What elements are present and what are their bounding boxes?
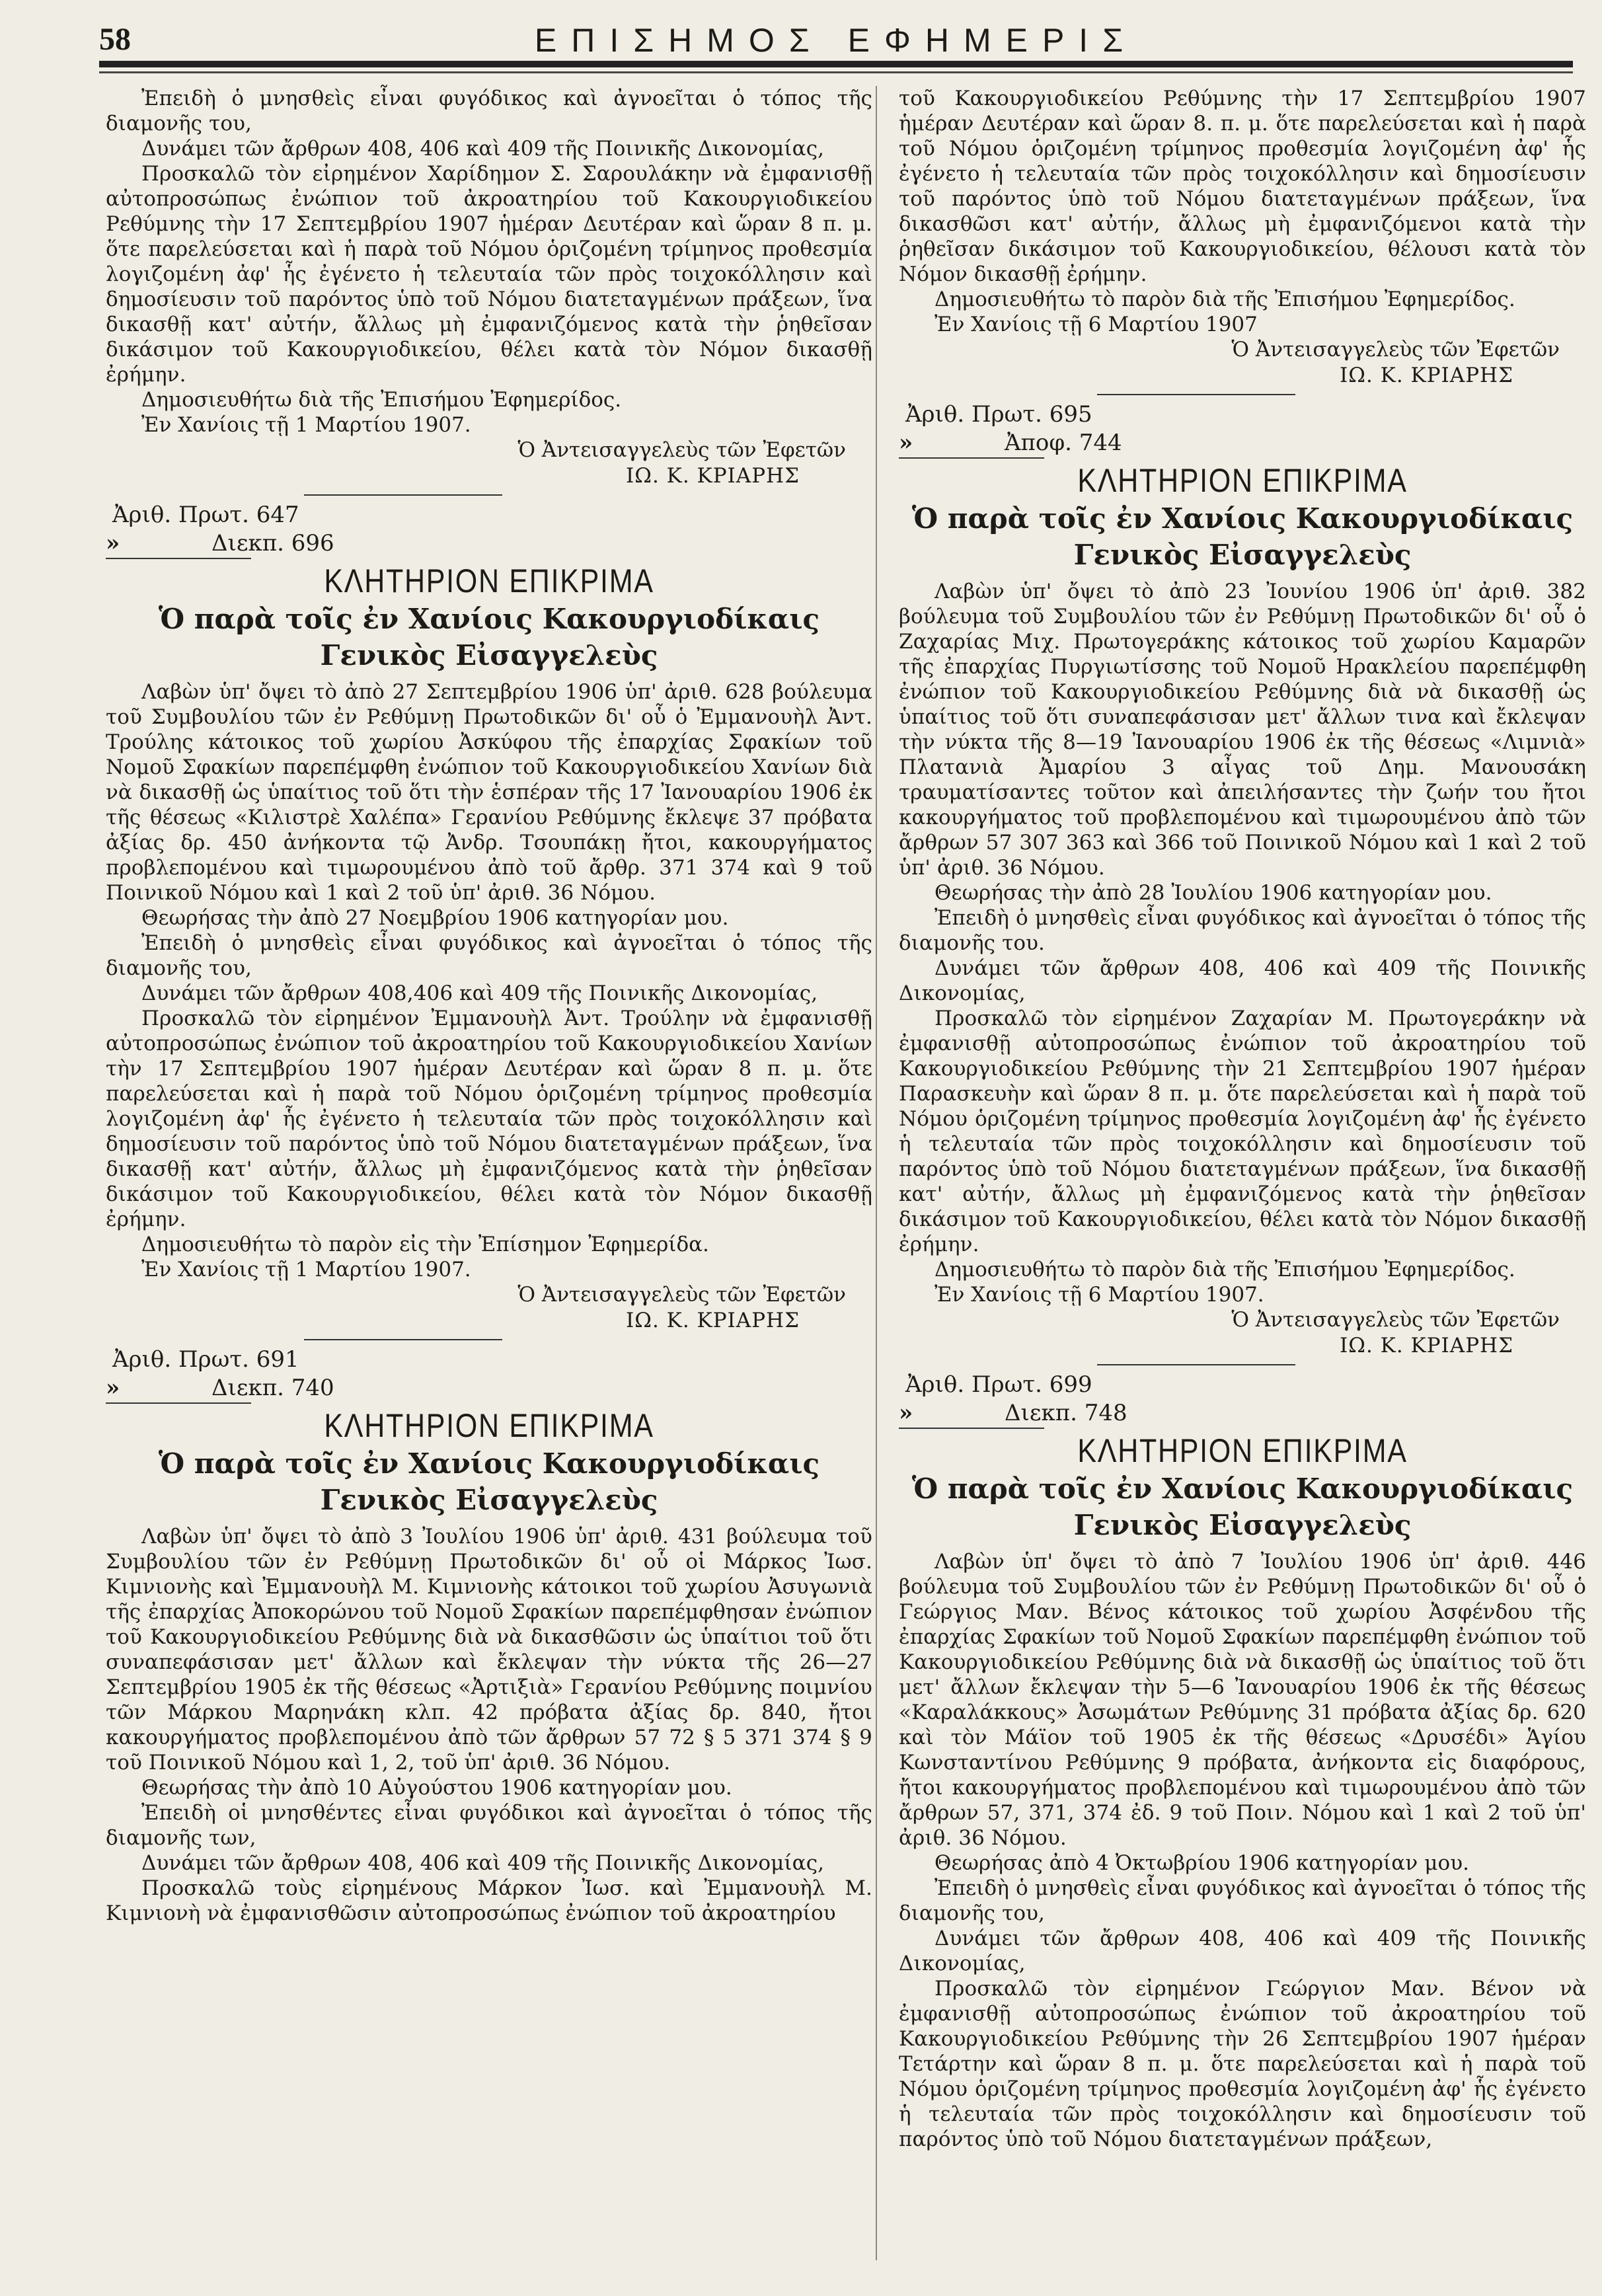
notice-subtitle-2: Γενικὸς Εἰσαγγελεὺς	[320, 639, 658, 671]
header-rule-thin	[99, 71, 1573, 73]
dispatch-line	[899, 428, 1586, 457]
separator-rule	[1097, 394, 1295, 395]
paragraph: Προσκαλῶ τοὺς εἰρημένους Μάρκον Ἰωσ. καὶ Ἐμμανουὴλ Μ. Κιμνιονὴ νὰ ἐμφανισθῶσιν αὐτοπροσώπως ἐνώπιον τοῦ ἀκροατηρίου	[106, 1876, 872, 1925]
place-date: Ἐν Χανίοις τῇ 1 Μαρτίου 1907.	[141, 1258, 471, 1282]
notice-699	[899, 1371, 1586, 2152]
notice-subtitle-2: Γενικὸς Εἰσαγγελεὺς	[320, 1484, 658, 1516]
separator-rule	[304, 1339, 502, 1340]
signature-title: Ὁ Ἀντεισαγγελεὺς τῶν Ἐφετῶν	[517, 438, 846, 462]
notice-subtitle: Ὁ παρὰ τοῖς ἐν Χανίοις Κακουργιοδίκαις	[158, 1447, 820, 1480]
protocol-number: Ἀριθ. Πρωτ. 691	[112, 1346, 299, 1373]
publish-line: Δημοσιευθήτω τὸ παρὸν εἰς τὴν Ἐπίσημον Ἐφημερίδα.	[141, 1233, 709, 1256]
separator-rule	[106, 1402, 251, 1404]
left-column	[106, 86, 872, 1926]
protocol-number: Ἀριθ. Πρωτ. 695	[905, 401, 1092, 428]
notice-691	[106, 1346, 872, 1926]
publish-line: Δημοσιευθήτω διὰ τῆς Ἐπισήμου Ἐφημερίδος.	[141, 388, 622, 412]
paragraph: Ἐπειδὴ ὁ μνησθεὶς εἶναι φυγόδικος καὶ ἀγνοεῖται ὁ τόπος τῆς διαμονῆς του,	[106, 931, 872, 980]
paragraph: Ἐπειδὴ οἱ μνησθέντες εἶναι φυγόδικοι καὶ ἀγνοεῖται ὁ τόπος τῆς διαμονῆς των,	[106, 1801, 872, 1850]
dispatch-number: Διεκπ. 740	[211, 1375, 334, 1401]
column-divider	[876, 86, 877, 2260]
running-title: ΕΠΙΣΗΜΟΣ ΕΦΗΜΕΡΙΣ	[534, 22, 1138, 59]
notice-subtitle: Ὁ παρὰ τοῖς ἐν Χανίοις Κακουργιοδίκαις	[911, 502, 1574, 535]
paragraph: Προσκαλῶ τὸν εἰρημένον Γεώργιον Μαν. Βένον νὰ ἐμφανισθῇ αὐτοπροσώπως ἐνώπιον τοῦ ἀκροατηρίου τοῦ Κακουργιοδικείου Ρεθύμνης τὴν 26 Σεπτεμβρίου 1907 ἡμέραν Τετάρτην καὶ ὥραν 8 π. μ. ὅτε παρελεύσεται καὶ ἡ παρὰ τοῦ Νόμου ὁριζομένη τρίμηνος προθεσμία λογιζομένη ἀφ' ἧς ἐγένετο ἡ τελευταία τῶν πρὸς τοιχοκόλλησιν καὶ δημοσίευσιν τοῦ παρόντος ὑπὸ τοῦ Νόμου διατεταγμένων πράξεων,	[899, 1977, 1586, 2151]
separator-rule	[899, 1428, 1044, 1429]
place-date: Ἐν Χανίοις τῇ 1 Μαρτίου 1907.	[141, 413, 471, 437]
dispatch-number: Διεκπ. 748	[1005, 1400, 1127, 1426]
paragraph: Δυνάμει τῶν ἄρθρων 408, 406 καὶ 409 τῆς Ποινικῆς Δικονομίας,	[899, 956, 1586, 1005]
page-number: 58	[99, 22, 131, 57]
dispatch-line	[106, 1373, 872, 1402]
paragraph: Λαβὼν ὑπ' ὄψει τὸ ἀπὸ 23 Ἰουνίου 1906 ὑπ' ἀριθ. 382 βούλευμα τοῦ Συμβουλίου τῶν ἐν Ρεθύμνῃ Πρωτοδικῶν δι' οὗ ὁ Ζαχαρίας Μιχ. Πρωτογεράκης κάτοικος τοῦ χωρίου Καμαρῶν τῆς ἐπαρχίας Πυργιωτίσσης τοῦ Νομοῦ Ηρακλείου παρεπέμφθη ἐνώπιον τοῦ Κακουργιοδικείου Ρεθύμνης διὰ νὰ δικασθῇ ὡς ὑπαίτιος τοῦ ὅτι συναπεφάσισαν μετ' ἄλλων τινα καὶ ἔκλεψαν τὴν νύκτα τῆς 8—19 Ἰανουαρίου 1906 ἐκ τῆς θέσεως «Λιμνιὰ» Πλατανιὰ Ἀμαρίου 3 αἶγας τοῦ Δημ. Μανουσάκη τραυματίσαντες τοῦτον καὶ ἀπειλήσαντες τὴν ζωήν του ἤτοι κακουργήματος τοῦ προβλεπομένου καὶ τιμωρουμένου ἀπὸ τῶν ἄρθρων 57 307 363 καὶ 366 τοῦ Ποινικοῦ Νόμου καὶ 1 καὶ 2 τοῦ ὑπ' ἀριθ. 36 Νόμου.	[899, 580, 1586, 880]
paragraph: Θεωρήσας τὴν ἀπὸ 28 Ἰουλίου 1906 κατηγορίαν μου.	[934, 881, 1492, 905]
notice-695	[899, 401, 1586, 1365]
notice-subtitle: Ὁ παρὰ τοῖς ἐν Χανίοις Κακουργιοδίκαις	[911, 1473, 1574, 1505]
ditto-mark: »	[106, 530, 120, 556]
notice-subtitle: Ὁ παρὰ τοῖς ἐν Χανίοις Κακουργιοδίκαις	[158, 603, 820, 635]
paragraph: Δυνάμει τῶν ἄρθρων 408, 406 καὶ 409 τῆς Ποινικῆς Δικονομίας,	[141, 137, 825, 161]
signature-name: ΙΩ. Κ. ΚΡΙΑΡΗΣ	[1340, 1334, 1513, 1358]
paragraph: Ἐπειδὴ ὁ μνησθεὶς εἶναι φυγόδικος καὶ ἀγνοεῖται ὁ τόπος τῆς διαμονῆς του,	[899, 1876, 1586, 1925]
notice-title: ΚΛΗΤΗΡΙΟΝ ΕΠΙΚΡΙΜΑ	[1077, 462, 1408, 499]
header-rule-thick	[99, 61, 1573, 67]
paragraph: Δυνάμει τῶν ἄρθρων 408,406 καὶ 409 τῆς Ποινικῆς Δικονομίας,	[141, 981, 818, 1005]
signature-title: Ὁ Ἀντεισαγγελεὺς τῶν Ἐφετῶν	[517, 1283, 846, 1307]
ditto-mark: »	[899, 430, 913, 456]
signature-title: Ὁ Ἀντεισαγγελεὺς τῶν Ἐφετῶν	[1231, 338, 1560, 362]
signature-title: Ὁ Ἀντεισαγγελεὺς τῶν Ἐφετῶν	[1231, 1308, 1560, 1332]
notice-title: ΚΛΗΤΗΡΙΟΝ ΕΠΙΚΡΙΜΑ	[324, 562, 654, 599]
signature-name: ΙΩ. Κ. ΚΡΙΑΡΗΣ	[626, 1309, 800, 1332]
paragraph: Λαβὼν ὑπ' ὄψει τὸ ἀπὸ 27 Σεπτεμβρίου 1906 ὑπ' ἀριθ. 628 βούλευμα τοῦ Συμβουλίου τῶν ἐν Ρεθύμνῃ Πρωτοδικῶν δι' οὗ ὁ Ἐμμανουὴλ Ἀντ. Τρούλης κάτοικος τοῦ χωρίου Ἀσκύφου τῆς ἐπαρχίας Σφακίων τοῦ Νομοῦ Σφακίων παρεπέμφθη ἐνώπιον τοῦ Κακουργιοδικείου Χανίων διὰ νὰ δικασθῇ ὡς ὑπαίτιος τοῦ ὅτι τὴν ἑσπέραν τῆς 17 Ἰανουαρίου 1906 ἐκ τῆς θέσεως «Κιλιστρὲ Χαλέπα» Γερανίου Ρεθύμνης ἔκλεψε 37 πρόβατα ἀξίας δρ. 450 ἀνήκοντα τῷ Ἀνδρ. Τσουπάκῃ ἤτοι, κακουργήματος προβλεπομένου καὶ τιμωρουμένου ἀπὸ τοῦ ἄρθρ. 371 374 καὶ 9 τοῦ Ποινικοῦ Νόμου καὶ 1 καὶ 2 τοῦ ὑπ' ἀριθ. 36 Νόμου.	[106, 680, 872, 905]
paragraph: Θεωρήσας τὴν ἀπὸ 10 Αὐγούστου 1906 κατηγορίαν μου.	[141, 1776, 732, 1800]
paragraph: Δυνάμει τῶν ἄρθρων 408, 406 καὶ 409 τῆς Ποινικῆς Δικονομίας,	[141, 1851, 825, 1875]
dispatch-line	[106, 529, 872, 558]
signature-name: ΙΩ. Κ. ΚΡΙΑΡΗΣ	[626, 464, 800, 488]
separator-rule	[899, 457, 1044, 459]
paragraph: Θεωρήσας τὴν ἀπὸ 27 Νοεμβρίου 1906 κατηγορίαν μου.	[141, 906, 729, 930]
notice-subtitle-2: Γενικὸς Εἰσαγγελεὺς	[1073, 539, 1412, 571]
dispatch-number: Διεκπ. 696	[211, 530, 334, 556]
paragraph: Ἐπειδὴ ὁ μνησθεὶς εἶναι φυγόδικος καὶ ἀγνοεῖται ὁ τόπος τῆς διαμονῆς του.	[899, 906, 1586, 955]
paragraph: τοῦ Κακουργιοδικείου Ρεθύμνης τὴν 17 Σεπτεμβρίου 1907 ἡμέραν Δευτέραν καὶ ὥραν 8. π. μ. ὅτε παρελεύσεται καὶ ἡ παρὰ τοῦ Νόμου ὁριζομένη τρίμηνος προθεσμία λογιζομένη ἀφ' ἧς ἐγένετο ἡ τελευταία τῶν πρὸς τοιχοκόλλησιν καὶ δημοσίευσιν τοῦ παρόντος ὑπὸ τοῦ Νόμου διατεταγμένων πράξεων, ἵνα δικασθῶσι κατ' αὐτήν, ἄλλως μὴ ἐμφανιζόμενοι κατὰ τὴν ῥηθεῖσαν δικάσιμον τοῦ Κακουργιοδικείου, θέλουσι κατὰ τὸν Νόμον δικασθῇ ἐρήμην.	[899, 87, 1586, 286]
signature-name: ΙΩ. Κ. ΚΡΙΑΡΗΣ	[1340, 364, 1513, 387]
protocol-number: Ἀριθ. Πρωτ. 647	[112, 502, 299, 528]
notice-647	[106, 501, 872, 1340]
paragraph: Λαβὼν ὑπ' ὄψει τὸ ἀπὸ 7 Ἰουλίου 1906 ὑπ' ἀριθ. 446 βούλευμα τοῦ Συμβουλίου τῶν ἐν Ρεθύμνῃ Πρωτοδικῶν δι' οὗ ὁ Γεώργιος Μαν. Βένος κάτοικος τοῦ χωρίου Ἀσφένδου τῆς ἐπαρχίας Σφακίων τοῦ Νομοῦ Σφακίων παρεπέμφθη ἐνώπιον τοῦ Κακουργιοδικείου Ρεθύμνης διὰ νὰ δικασθῇ ὡς ὑπαίτιος τοῦ ὅτι μετ' ἄλλων ἔκλεψαν τὴν 5—6 Ἰανουαρίου 1906 ἐκ τῆς θέσεως «Καραλάκκους» Ἀσωμάτων Ρεθύμνης 31 πρόβατα ἀξίας δρ. 620 καὶ τὸν Μάϊον τοῦ 1905 ἐκ τῆς θέσεως «Δρυσέδι» Ἁγίου Κωνσταντίνου Ρεθύμνης 9 πρόβατα, ἀνήκοντα εἰς διαφόρους, ἤτοι κακουργήματος προβλεπομένου καὶ τιμωρουμένου ἀπὸ τῶν ἄρθρων 57, 371, 374 ἐδ. 9 τοῦ Ποιν. Νόμου καὶ 1 καὶ 2 τοῦ ὑπ' ἀριθ. 36 Νόμου.	[899, 1550, 1586, 1850]
paragraph: Προσκαλῶ τὸν εἰρημένον Ἐμμανουὴλ Ἀντ. Τρούλην νὰ ἐμφανισθῇ αὐτοπροσώπως ἐνώπιον τοῦ ἀκροατηρίου τοῦ Κακουργιοδικείου Χανίων τὴν 17 Σεπτεμβρίου 1907 ἡμέραν Δευτέραν καὶ ὥραν 8 π. μ. ὅτε παρελεύσεται καὶ ἡ παρὰ τοῦ Νόμου ὁριζομένη τρίμηνος προθεσμία λογιζομένη ἀφ' ἧς ἐγένετο ἡ τελευταία τῶν πρὸς τοιχοκόλλησιν καὶ δημοσίευσιν τοῦ παρόντος ὑπὸ τοῦ Νόμου διατεταγμένων πράξεων, ἵνα δικασθῇ κατ' αὐτήν, ἄλλως μὴ ἐμφανιζόμενος κατὰ τὴν ῥηθεῖσαν δικάσιμον τοῦ Κακουργιοδικείου, θέλει κατὰ τὸν Νόμον δικασθῇ ἐρήμην.	[106, 1007, 872, 1231]
separator-rule	[1097, 1364, 1295, 1365]
publish-line: Δημοσιευθήτω τὸ παρὸν διὰ τῆς Ἐπισήμου Ἐφημερίδος.	[934, 287, 1515, 311]
dispatch-line	[899, 1398, 1586, 1428]
paragraph: Προσκαλῶ τὸν εἰρημένον Χαρίδημον Σ. Σαρουλάκην νὰ ἐμφανισθῇ αὐτοπροσώπως ἐνώπιον τοῦ ἀκροατηρίου τοῦ Κακουργιοδικείου Ρεθύμνης τὴν 17 Σεπτεμβρίου 1907 ἡμέραν Δευτέραν καὶ ὥραν 8 π. μ. ὅτε παρελεύσεται καὶ ἡ παρὰ τοῦ Νόμου ὁριζομένη τρίμηνος προθεσμία λογιζομένη ἀφ' ἧς ἐγένετο ἡ τελευταία τῶν πρὸς τοιχοκόλλησιν καὶ δημοσίευσιν τοῦ παρόντος ὑπὸ τοῦ Νόμου διατεταγμένων πράξεων, ἵνα δικασθῇ κατ' αὐτήν, ἄλλως μὴ ἐμφανιζόμενος κατὰ τὴν ῥηθεῖσαν δικάσιμον τοῦ Κακουργιοδικείου, θέλει κατὰ τὸν Νόμον δικασθῇ ἐρήμην.	[106, 162, 872, 387]
notice-subtitle-2: Γενικὸς Εἰσαγγελεὺς	[1073, 1509, 1412, 1541]
paragraph: Ἐπειδὴ ὁ μνησθεὶς εἶναι φυγόδικος καὶ ἀγνοεῖται ὁ τόπος τῆς διαμονῆς του,	[106, 87, 872, 135]
publish-line: Δημοσιευθήτω τὸ παρὸν διὰ τῆς Ἐπισήμου Ἐφημερίδος.	[934, 1258, 1515, 1282]
separator-rule	[106, 558, 251, 559]
separator-rule	[304, 494, 502, 496]
paragraph: Θεωρήσας ἀπὸ 4 Ὀκτωβρίου 1906 κατηγορίαν μου.	[934, 1851, 1470, 1875]
place-date: Ἐν Χανίοις τῇ 6 Μαρτίου 1907	[934, 313, 1258, 336]
page-header	[99, 15, 1573, 67]
notice-title: ΚΛΗΤΗΡΙΟΝ ΕΠΙΚΡΙΜΑ	[1077, 1432, 1408, 1469]
paragraph: Προσκαλῶ τὸν εἰρημένον Ζαχαρίαν Μ. Πρωτογεράκην νὰ ἐμφανισθῇ αὐτοπροσώπως ἐνώπιον τοῦ ἀκροατηρίου τοῦ Κακουργιοδικείου Ρεθύμνης τὴν 21 Σεπτεμβρίου 1907 ἡμέραν Παρασκευὴν καὶ ὥραν 8 π. μ. ὅτε παρελεύσεται καὶ ἡ παρὰ τοῦ Νόμου ὁριζομένη τρίμηνος προθεσμία λογιζομένη ἀφ' ἧς ἐγένετο ἡ τελευταία τῶν πρὸς τοιχοκόλλησιν καὶ δημοσίευσιν τοῦ παρόντος ὑπὸ τοῦ Νόμου διατεταγμένων πράξεων, ἵνα δικασθῇ κατ' αὐτήν, ἄλλως μὴ ἐμφανιζόμενος κατὰ τὴν ῥηθεῖσαν δικάσιμον τοῦ Κακουργιοδικείου, θέλει κατὰ τὸν Νόμον δικασθῇ ἐρήμην.	[899, 1007, 1586, 1256]
ditto-mark: »	[106, 1375, 120, 1401]
dispatch-number: Ἀποφ. 744	[1005, 430, 1122, 456]
place-date: Ἐν Χανίοις τῇ 6 Μαρτίου 1907.	[934, 1283, 1264, 1307]
paragraph: Λαβὼν ὑπ' ὄψει τὸ ἀπὸ 3 Ἰουλίου 1906 ὑπ' ἀριθ. 431 βούλευμα τοῦ Συμβουλίου τῶν ἐν Ρεθύμνῃ Πρωτοδικῶν δι' οὗ οἱ Μάρκος Ἰωσ. Κιμνιονὴς καὶ Ἐμμανουὴλ Μ. Κιμνιονὴς κάτοικοι τοῦ χωρίου Ἀσυγωνιὰ τῆς ἐπαρχίας Ἀποκορώνου τοῦ Νομοῦ Σφακίων παρεπέμφθησαν ἐνώπιον τοῦ Κακουργιοδικείου Ρεθύμνης διὰ νὰ δικασθῶσιν ὡς ὑπαίτιοι τοῦ ὅτι συναπεφάσισαν μετ' ἄλλων καὶ ἔκλεψαν τὴν νύκτα τῆς 26—27 Σεπτεμβρίου 1905 ἐκ τῆς θέσεως «Ἀρτιξιὰ» Γερανίου Ρεθύμνης ποιμνίου τῶν Μάρκου Μαρηνάκη κλπ. 42 πρόβατα ἀξίας δρ. 840, ἤτοι κακουργήματος προβλεπομένου ἀπὸ τῶν ἄρθρων 57 72 § 5 371 374 § 9 τοῦ Ποινικοῦ Νόμου καὶ 1, 2, τοῦ ὑπ' ἀριθ. 36 Νόμου.	[106, 1525, 872, 1775]
notice-title: ΚΛΗΤΗΡΙΟΝ ΕΠΙΚΡΙΜΑ	[324, 1407, 654, 1444]
ditto-mark: »	[899, 1400, 913, 1426]
paragraph: Δυνάμει τῶν ἄρθρων 408, 406 καὶ 409 τῆς Ποινικῆς Δικονομίας,	[899, 1927, 1586, 1975]
right-column	[899, 86, 1586, 2152]
protocol-number: Ἀριθ. Πρωτ. 699	[905, 1371, 1092, 1398]
